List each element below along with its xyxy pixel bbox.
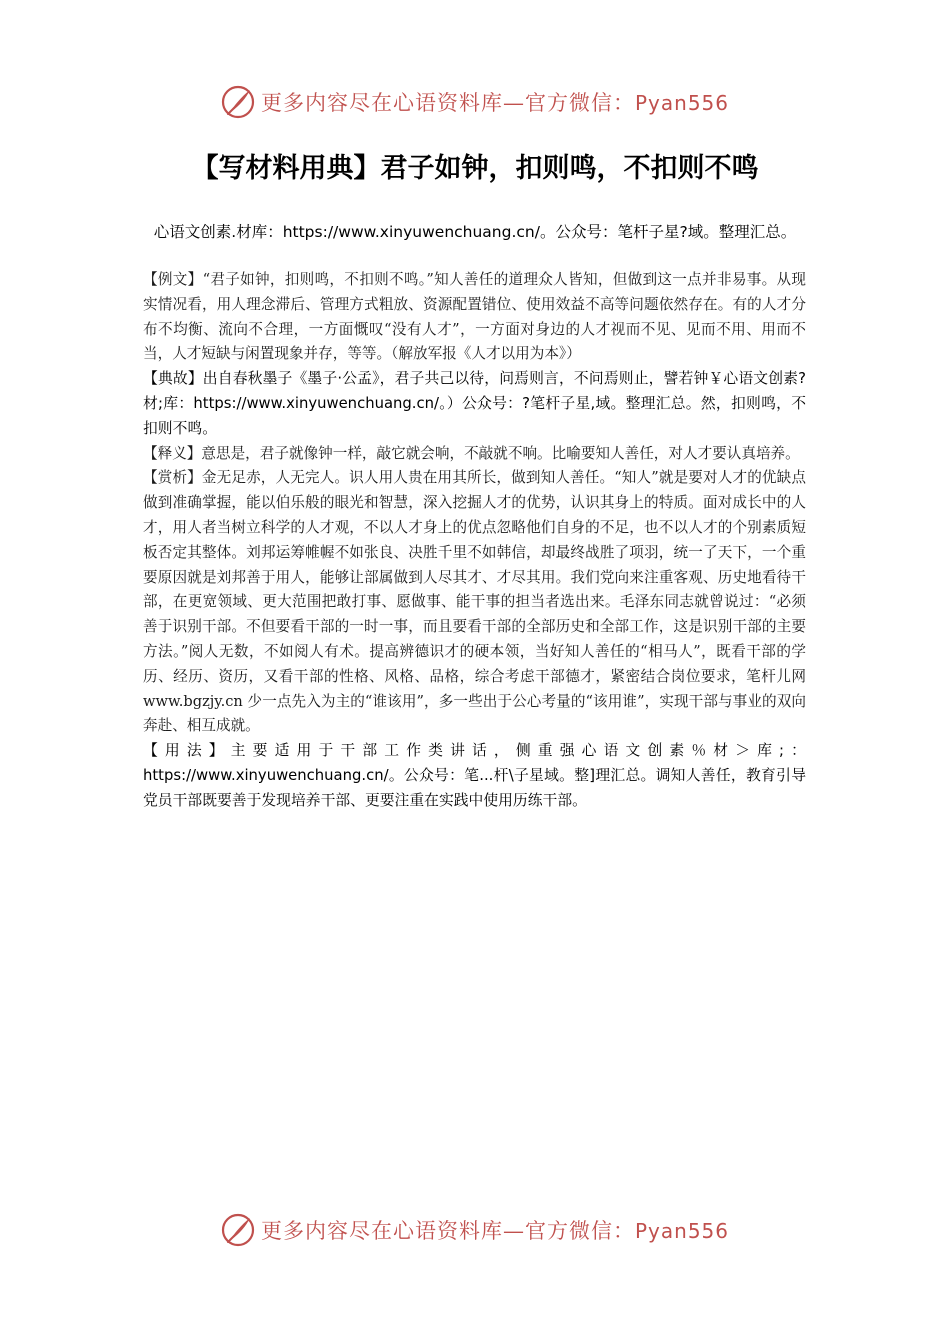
paragraph-tag: 【赏析】 [143, 469, 202, 487]
banner-text: 更多内容尽在心语资料库—官方微信：Pyan556 [260, 1219, 729, 1243]
page-title: 【写材料用典】君子如钟，扣则鸣，不扣则不鸣 [191, 153, 759, 184]
paragraph-tag: 【典故】 [143, 370, 203, 388]
paragraph-tag: 【释义】 [143, 444, 202, 462]
quill-logo-icon [221, 1213, 255, 1247]
paragraph-allusion [143, 367, 806, 441]
article-body [143, 268, 806, 814]
paragraph-example [143, 268, 806, 367]
paragraph-appreciation [143, 466, 806, 739]
paragraph-text: 意思是，君子就像钟一样，敲它就会响，不敲就不响。比喻要知人善任，对人才要认真培养。 [201, 444, 800, 462]
paragraph-usage [143, 739, 806, 813]
source-line: 心语文创素.材库：https://www.xinyuwenchuang.cn/。公众号：笔杆子星?域。整理汇总。 [153, 223, 797, 241]
paragraph-tag: 【用法】 [143, 742, 231, 760]
paragraph-tag: 【例文】 [143, 271, 203, 288]
banner-text: 更多内容尽在心语资料库—官方微信：Pyan556 [260, 91, 729, 115]
quill-logo-icon [221, 85, 255, 119]
paragraph-meaning [143, 442, 806, 467]
paragraph-text: 出自春秋墨子《墨子·公孟》，君子共己以待，问焉则言，不问焉则止，譬若钟￥心语文创素?材;库：https://www.xinyuwenchuang.cn/。）公众号：?笔杆子星,域。整理汇总。然，扣则鸣，不扣则不鸣。 [143, 370, 806, 437]
header-banner [0, 80, 950, 124]
paragraph-text: “君子如钟，扣则鸣，不扣则不鸣。”知人善任的道理众人皆知，但做到这一点并非易事。从现实情况看，用人理念滞后、管理方式粗放、资源配置错位、使用效益不高等问题依然存在。有的人才分布不均衡、流向不合理，一方面慨叹“没有人才”，一方面对身边的人才视而不见、见而不用、用而不当，人才短缺与闲置现象并存，等等。（解放军报《人才以用为本》） [143, 271, 806, 363]
paragraph-text: 金无足赤，人无完人。识人用人贵在用其所长，做到知人善任。“知人”就是要对人才的优缺点做到准确掌握，能以伯乐般的眼光和智慧，深入挖掘人才的优势，认识其身上的特质。面对成长中的人才，用人者当树立科学的人才观，不以人才身上的优点忽略他们自身的不足，也不以人才的个别素质短板否定其整体。刘邦运筹帷幄不如张良、决胜千里不如韩信，却最终战胜了项羽，统一了天下，一个重要原因就是刘邦善于用人，能够让部属做到人尽其才、才尽其用。我们党向来注重客观、历史地看待干部，在更宽领域、更大范围把敢打事、愿做事、能干事的担当者选出来。毛泽东同志就曾说过：“必须善于识别干部。不但要看干部的一时一事，而且要看干部的全部历史和全部工作，这是识别干部的主要方法。”阅人无数，不如阅人有术。提高辨德识才的硬本领，当好知人善任的“相马人”，既看干部的学历、经历、资历，又看干部的性格、风格、品格，综合考虑干部德才，紧密结合岗位要求，笔杆儿网 www.bgzjy.cn 少一点先入为主的“谁该用”，多一些出于公心考量的“该用谁”，实现干部与事业的双向奔赴、相互成就。 [143, 469, 806, 735]
footer-banner [0, 1208, 950, 1252]
paragraph-text: 主要适用于干部工作类讲话，侧重强心语文创素％材＞库;：https://www.xinyuwenchuang.cn/。公众号：笔...杆\子星域。整]理汇总。调知人善任，教育引导党员干部既要善于发现培养干部、更要注重在实践中使用历练干部。 [143, 742, 806, 809]
